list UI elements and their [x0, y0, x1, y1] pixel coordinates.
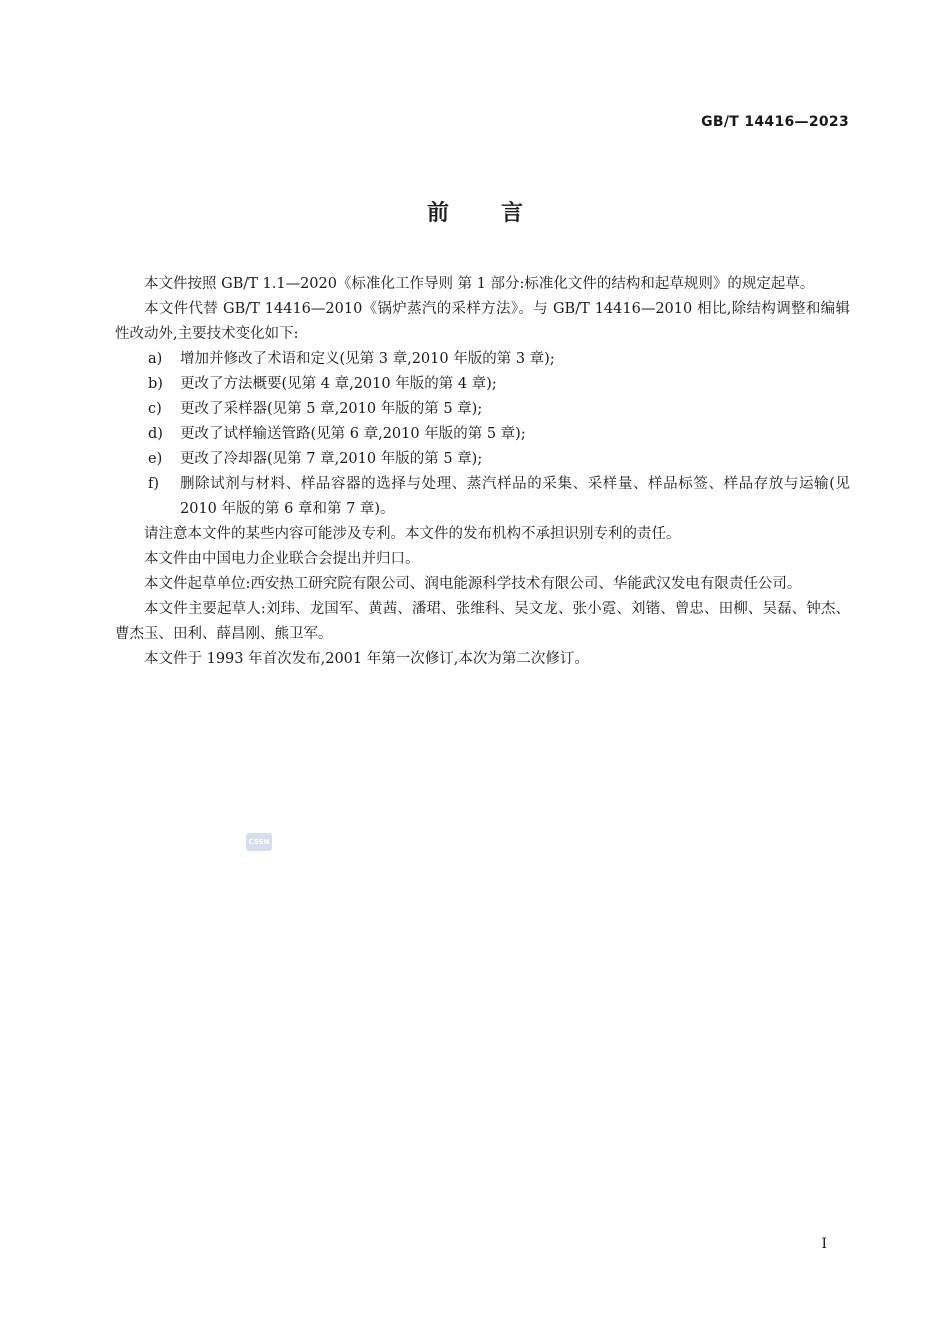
standard-number: GB/T 14416—2023 — [701, 114, 849, 130]
list-item — [115, 347, 850, 372]
paragraph-patent-notice: 请注意本文件的某些内容可能涉及专利。本文件的发布机构不承担识别专利的责任。 — [144, 526, 681, 542]
list-item — [115, 472, 850, 522]
list-item-text: 更改了试样输送管路(见第 6 章,2010 年版的第 5 章); — [180, 426, 526, 442]
watermark-logo — [246, 833, 272, 851]
paragraph-proposer: 本文件由中国电力企业联合会提出并归口。 — [144, 551, 420, 567]
list-item-text: 删除试剂与材料、样品容器的选择与处理、蒸汽样品的采集、采样量、样品标签、样品存放与运输(见 2010 年版的第 6 章和第 7 章)。 — [180, 476, 850, 517]
list-item-marker: d) — [148, 426, 163, 442]
paragraph-drafting-rules: 本文件按照 GB/T 1.1—2020《标准化工作导则 第 1 部分:标准化文件的结构和起草规则》的规定起草。 — [144, 276, 815, 292]
list-item-marker: f) — [148, 476, 160, 492]
watermark-text: CSSN — [248, 838, 270, 846]
paragraph-drafters: 本文件主要起草人:刘玮、龙国军、黄茜、潘珺、张维科、吴文龙、张小霓、刘锴、曾忠、田柳、吴磊、钟杰、曹杰玉、田利、薛昌刚、熊卫军。 — [115, 601, 850, 642]
page-title — [0, 196, 950, 227]
list-item-marker: b) — [148, 376, 163, 392]
list-item — [115, 397, 850, 422]
title-char-1: 前 — [426, 201, 449, 226]
list-item-text: 更改了冷却器(见第 7 章,2010 年版的第 5 章); — [180, 451, 483, 467]
paragraph-replacement: 本文件代替 GB/T 14416—2010《锅炉蒸汽的采样方法》。与 GB/T 14416—2010 相比,除结构调整和编辑性改动外,主要技术变化如下: — [115, 301, 850, 342]
list-item-marker: a) — [148, 351, 163, 367]
list-item-marker: c) — [148, 401, 162, 417]
list-item-text: 更改了采样器(见第 5 章,2010 年版的第 5 章); — [180, 401, 483, 417]
list-item — [115, 372, 850, 397]
foreword-body — [115, 272, 850, 672]
changes-list — [115, 347, 850, 522]
page-number: I — [821, 1236, 827, 1252]
list-item-marker: e) — [148, 451, 163, 467]
list-item-text: 更改了方法概要(见第 4 章,2010 年版的第 4 章); — [180, 376, 497, 392]
list-item — [115, 422, 850, 447]
list-item-text: 增加并修改了术语和定义(见第 3 章,2010 年版的第 3 章); — [180, 351, 555, 367]
paragraph-drafting-units: 本文件起草单位:西安热工研究院有限公司、润电能源科学技术有限公司、华能武汉发电有限责任公司。 — [144, 576, 802, 592]
list-item — [115, 447, 850, 472]
title-char-2: 言 — [501, 201, 524, 226]
paragraph-history: 本文件于 1993 年首次发布,2001 年第一次修订,本次为第二次修订。 — [144, 651, 589, 667]
